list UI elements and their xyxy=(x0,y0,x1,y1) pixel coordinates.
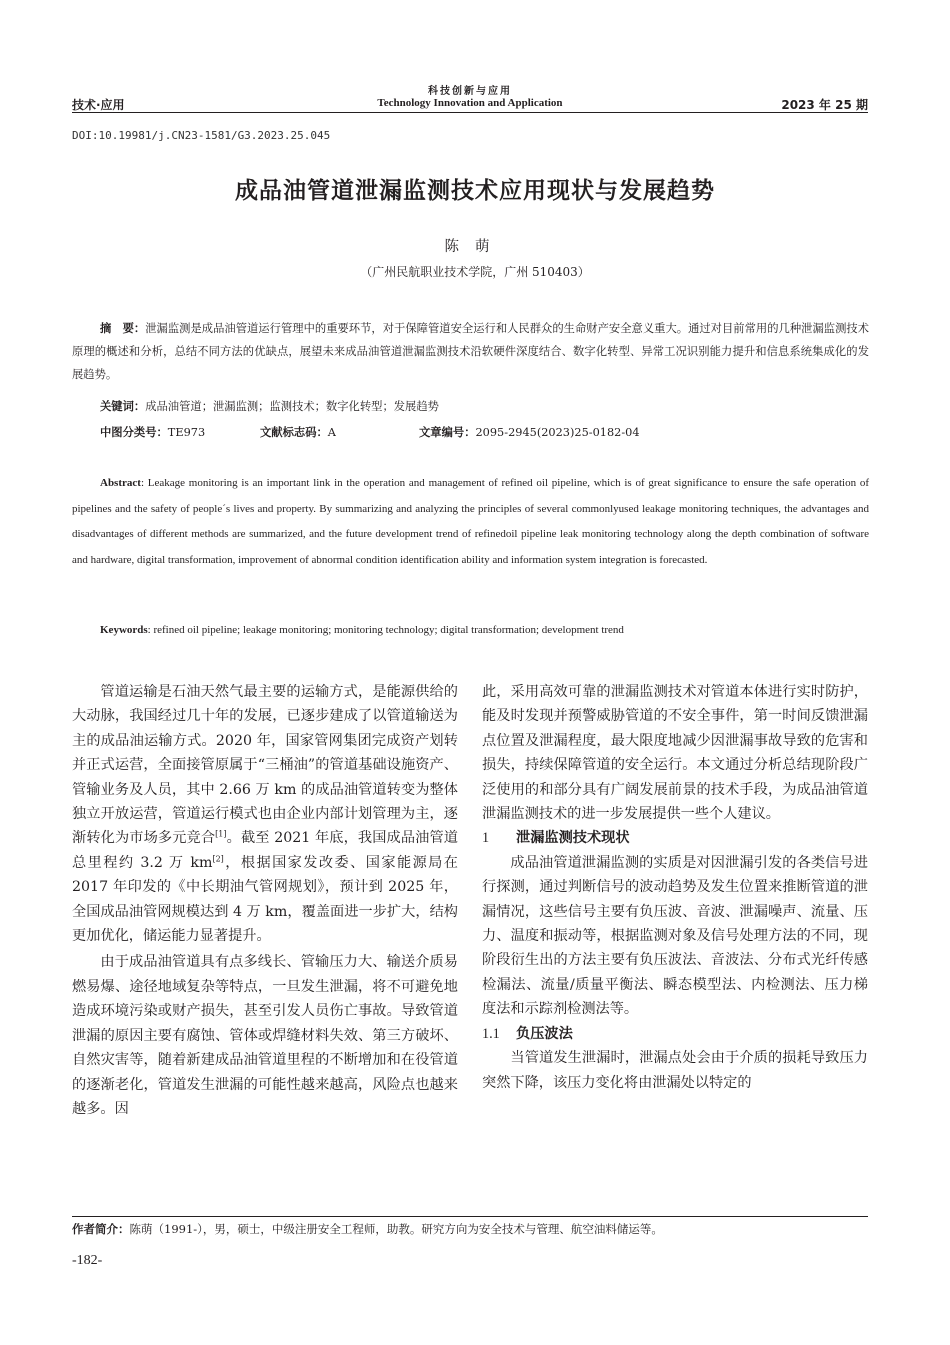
header-section: 技术·应用 xyxy=(72,98,125,112)
author: 陈萌 xyxy=(444,239,506,255)
body-paragraph-4: 当管道发生泄漏时，泄漏点处会由于介质的损耗导致压力突然下降，该压力变化将由泄漏处以特定的 xyxy=(482,1050,868,1091)
abstract-en xyxy=(72,471,869,574)
doi: DOI:10.19981/j.CN23-1581/G3.2023.25.045 xyxy=(72,129,331,142)
body-column-left xyxy=(72,680,458,1121)
body-paragraph-3: 成品油管道泄漏监测的实质是对因泄漏引发的各类信号进行探测，通过判断信号的波动趋势及发生位置来推断管道的泄漏情况，这些信号主要有负压波、音波、泄漏噪声、流量、压力、温度和振动等，根据监测对象及信号处理方法的不同，现阶段衍生出的方法主要有负压波法、音波法、分布式光纤传感检漏法、流量/质量平衡法、瞬态模型法、内检测法、压力梯度法和示踪剂检测法等。 xyxy=(482,854,868,1018)
abstract-en-label: Abstract xyxy=(100,477,141,489)
body-paragraph-2-cont: 此，采用高效可靠的泄漏监测技术对管道本体进行实时防护，能及时发现并预警威胁管道的不安全事件，第一时间反馈泄漏点位置及泄漏程度，最大限度地减少因泄漏事故导致的危害和损失，持续保障管道的安全运行。本文通过分析总结现阶段广泛使用的和部分具有广阔发展前景的技术手段，为成品油管道泄漏监测技术的进一步发展提供一些个人建议。 xyxy=(482,684,868,823)
page-number: -182- xyxy=(72,1253,103,1268)
citation-2[interactable]: [2] xyxy=(212,854,224,864)
abstract-cn xyxy=(72,317,869,386)
abstract-cn-label: 摘 要： xyxy=(100,322,146,335)
issue-label: 2023 年 25 期 xyxy=(781,98,868,112)
journal-title-cn: 科技创新与应用 xyxy=(428,86,512,97)
section-number-1: 1 xyxy=(482,830,490,847)
body-paragraph-1: 管道运输是石油天然气最主要的运输方式，是能源供给的大动脉，我国经过几十年的发展，已逐步建成了以管道输送为主的成品油运输方式。2020 年，国家管网集团完成资产划转并正式运营，全面接管原属于“三桶油”的管道基础设施资产、管输业务及人员，其中 2.66 万 km 的成品油管道转变为整体独立开放运营，管道运行模式也由企业内部计划管理为主，逐渐转化为市场多元竞合[1]。截至 2021 年底，我国成品油管道总里程约 3.2 万 km[2]，根据国家发改委、国家能源局在 2017 年印发的《中长期油气管网规划》，预计到 2025 年，全国成品油管网规模达到 4 万 km，覆盖面进一步扩大，结构更加优化，储运能力显著提升。 xyxy=(72,684,458,945)
affiliation: （广州民航职业技术学院，广州 510403） xyxy=(360,265,590,279)
author-note-label: 作者简介： xyxy=(72,1222,130,1236)
keywords-cn-label: 关键词： xyxy=(100,400,146,413)
abstract-en-text: : Leakage monitoring is an important link in the operation and management of refined oil pipeline, which is of great significance to ensure the safe operation of pipelines and the safety of people´s lives and property. By summarizing and analyzing the principles of several commonlyused leakage monitoring techniques, the advantages and disadvantages of different methods are summarized, and the future development trend of refinedoil pipeline leak monitoring technology along the depth combination of software and hardware, digital transformation, improvement of abnormal condition identification ability and information system integration is forecasted. xyxy=(72,477,869,567)
footnote-divider xyxy=(72,1216,868,1217)
section-heading-1 xyxy=(482,826,868,850)
keywords-cn-text: 成品油管道；泄漏监测；监测技术；数字化转型；发展趋势 xyxy=(145,400,439,413)
header-divider xyxy=(72,112,868,113)
body-column-right xyxy=(482,680,868,1095)
journal-title-en: Technology Innovation and Application xyxy=(377,97,563,109)
clc-label: 中图分类号： xyxy=(100,426,168,439)
keywords-en-text: : refined oil pipeline; leakage monitoring; monitoring technology; digital transformation; development trend xyxy=(147,624,624,636)
author-note-text: 陈萌（1991-），男，硕士，中级注册安全工程师，助教。研究方向为安全技术与管理、航空油料储运等。 xyxy=(129,1222,663,1236)
article-no-label: 文章编号： xyxy=(419,426,476,439)
author-note xyxy=(72,1221,663,1237)
section-heading-1-1 xyxy=(482,1022,868,1046)
section-title-1-1: 负压波法 xyxy=(516,1025,573,1042)
body-paragraph-2: 由于成品油管道具有点多线长、管输压力大、输送介质易燃易爆、途径地域复杂等特点，一旦发生泄漏，将不可避免地造成环境污染或财产损失，甚至引发人员伤亡事故。导致管道泄漏的原因主要有腐蚀、管体或焊缝材料失效、第三方破坏、自然灾害等，随着新建成品油管道里程的不断增加和在役管道的逐渐老化，管道发生泄漏的可能性越来越高，风险点也越来越多。因 xyxy=(72,954,458,1117)
citation-1[interactable]: [1] xyxy=(215,829,227,839)
abstract-cn-text: 泄漏监测是成品油管道运行管理中的重要环节，对于保障管道安全运行和人民群众的生命财产安全意义重大。通过对目前常用的几种泄漏监测技术原理的概述和分析，总结不同方法的优缺点，展望未来成品油管道泄漏监测技术沿软硬件深度结合、数字化转型、异常工况识别能力提升和信息系统集成化的发展趋势。 xyxy=(72,322,869,381)
doc-code-label: 文献标志码： xyxy=(260,426,328,439)
doc-code-value: A xyxy=(327,426,336,439)
classification-row xyxy=(72,421,869,444)
clc-value: TE973 xyxy=(167,426,206,439)
section-title-1: 泄漏监测技术现状 xyxy=(516,830,630,847)
article-title: 成品油管道泄漏监测技术应用现状与发展趋势 xyxy=(235,178,715,204)
keywords-en-label: Keywords xyxy=(100,624,148,636)
keywords-en xyxy=(100,624,870,636)
keywords-cn xyxy=(72,395,869,418)
section-number-1-1: 1.1 xyxy=(482,1025,500,1042)
article-no-value: 2095-2945(2023)25-0182-04 xyxy=(475,426,640,439)
